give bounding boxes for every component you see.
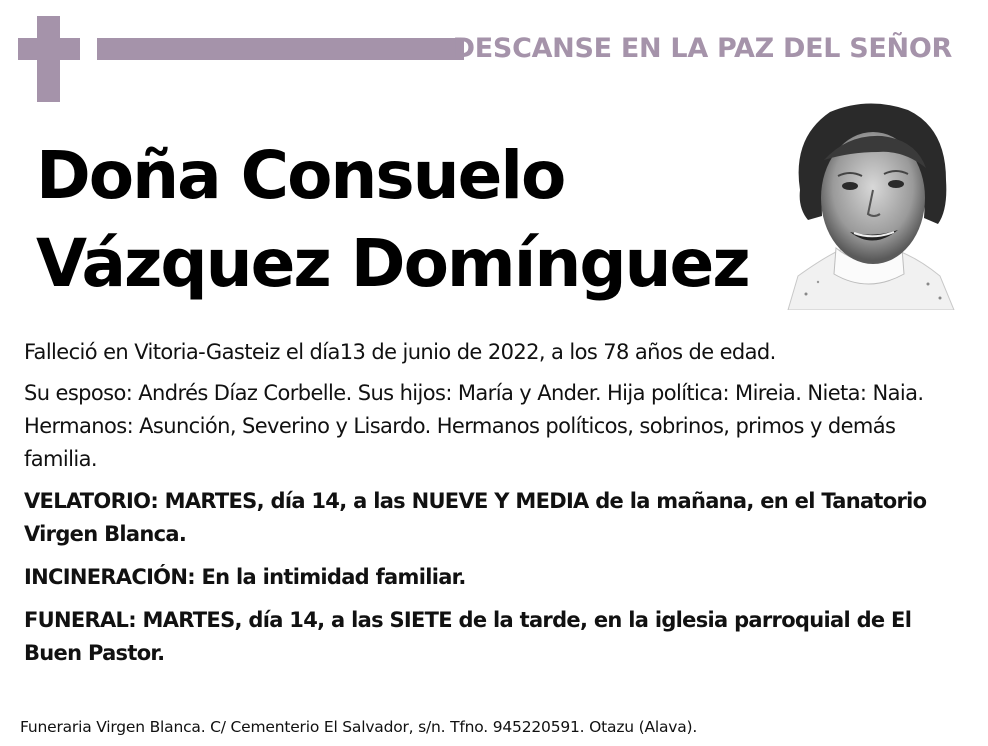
wake-info: VELATORIO: MARTES, día 14, a las NUEVE Y MEDIA de la mañana, en el Tanatorio Virgen Blanca. xyxy=(24,489,927,546)
cremation-info: INCINERACIÓN: En la intimidad familiar. xyxy=(24,565,466,589)
death-notice: Falleció en Vitoria-Gasteiz el día13 de junio de 2022, a los 78 años de edad. xyxy=(24,340,776,364)
deceased-name-line-1: Doña Consuelo xyxy=(36,137,565,214)
funeral-info: FUNERAL: MARTES, día 14, a las SIETE de la tarde, en la iglesia parroquial de El Buen Pastor. xyxy=(24,608,912,665)
family-list: Su esposo: Andrés Díaz Corbelle. Sus hijos: María y Ander. Hija política: Mireia. Nieta: Naia. Hermanos: Asunción, Severino y Lisardo. Hermanos políticos, sobrinos, primos y demás familia. xyxy=(24,381,924,471)
funeral-home-footer: Funeraria Virgen Blanca. C/ Cementerio El Salvador, s/n. Tfno. 945220591. Otazu (Alava). xyxy=(20,718,698,736)
header-title: DESCANSE EN LA PAZ DEL SEÑOR xyxy=(452,33,952,64)
portrait-photo xyxy=(778,98,958,310)
header-divider-bar xyxy=(97,38,464,60)
deceased-name xyxy=(36,132,749,308)
cross-horizontal-bar xyxy=(18,38,80,60)
deceased-name-line-2: Vázquez Domínguez xyxy=(36,225,749,302)
notice-body xyxy=(24,336,954,680)
